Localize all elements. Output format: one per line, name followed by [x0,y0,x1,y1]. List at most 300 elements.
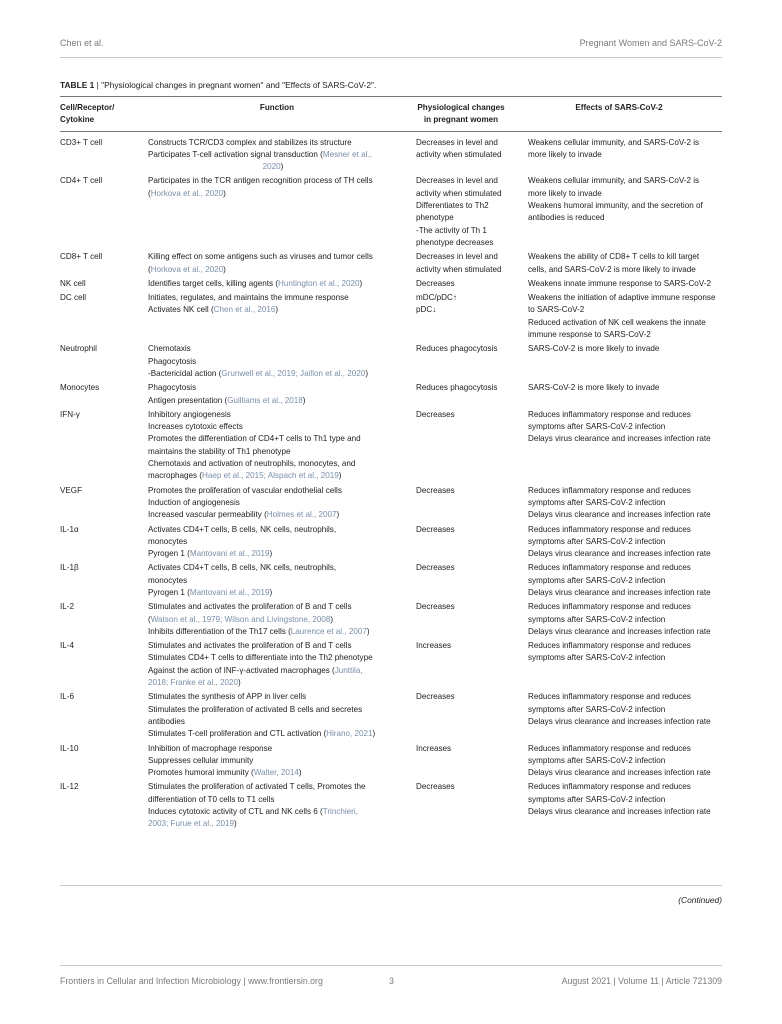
function-tail: ) [338,471,342,481]
effects-line: SARS-CoV-2 is more likely to invade [528,344,660,354]
row-label: VEGF [60,485,83,495]
function-text: Against the action of INF-γ-activated macrophages ( [148,665,335,675]
row-label: CD3+ T cell [60,137,103,147]
cell-name [60,524,148,563]
cell-function [148,485,406,524]
physiological-line: Increases [416,743,452,753]
header-cell-receptor [60,97,148,132]
function-text: Stimulates and activates the proliferation of B and T cells [148,602,352,612]
cell-effects [516,292,722,343]
table-row [60,175,722,251]
cell-effects [516,131,722,175]
function-tail: ) [233,819,237,829]
effects-line: Weakens cellular immunity, and SARS-CoV-2 is [528,176,700,186]
function-line [148,356,398,368]
cell-effects [516,175,722,251]
table-row [60,292,722,343]
header-cell-physiological [406,97,516,132]
physiological-line: Decreases [416,524,455,534]
citation: Horkova et al., 2020 [150,188,224,198]
function-text: -Bactericidal action ( [148,368,222,378]
table-row [60,781,722,832]
cell-effects [516,382,722,409]
cell-function [148,251,406,278]
function-text: Pyrogen 1 ( [148,549,190,559]
function-tail: ) [330,614,334,624]
function-text: Inhibitory angiogenesis [148,409,231,419]
effects-line: Delays virus clearance and increases infection rate [528,768,711,778]
function-text: monocytes [148,536,188,546]
function-text: Increased vascular permeability ( [148,510,267,520]
function-line [148,601,398,613]
cell-physiological [406,562,516,601]
physiological-line: Decreases [416,692,455,702]
function-text: Promotes the differentiation of CD4+T cells to Th1 type and [148,434,361,444]
effects-line: Reduces inflammatory response and reduces [528,743,691,753]
function-line [148,251,398,263]
cell-physiological [406,409,516,485]
effects-line: Reduces inflammatory response and reduces [528,602,691,612]
effects-line: Weakens the ability of CD8+ T cells to kill target [528,252,700,262]
table-caption-text: | "Physiological changes in pregnant women" and "Effects of SARS-CoV-2". [94,80,377,90]
citation: 2018; Franke et al., 2020 [148,678,238,688]
cell-name [60,601,148,640]
effects-line: symptoms after SARS-CoV-2 infection [528,653,666,663]
table-row [60,382,722,409]
function-text: maintains the stability of Th1 phenotype [148,446,291,456]
function-text: Killing effect on some antigens such as viruses and tumor cells [148,252,373,262]
cell-function [148,562,406,601]
table-caption-label: TABLE 1 [60,80,95,90]
citation: Horkova et al., 2020 [150,264,224,274]
function-line [148,421,398,433]
function-line [148,278,398,290]
function-line [148,587,398,599]
function-line [148,343,398,355]
citation: Haep et al., 2015; Alspach et al., 2019 [202,471,339,481]
footer-rule [60,965,722,966]
function-text: Inhibition of macrophage response [148,743,273,753]
function-line [148,755,398,767]
function-line [148,665,398,677]
effects-line: symptoms after SARS-CoV-2 infection [528,755,666,765]
function-line [148,458,398,470]
row-label: IL-1α [60,524,79,534]
effects-line: Reduced activation of NK cell weakens the innate [528,317,706,327]
physiological-line: pDC↓ [416,305,437,315]
function-text: Stimulates T-cell proliferation and CTL activation ( [148,729,327,739]
effects-line: Reduces inflammatory response and reduces [528,692,691,702]
effects-line: SARS-CoV-2 is more likely to invade [528,383,660,393]
row-label: IL-2 [60,602,74,612]
row-label: IL-10 [60,743,79,753]
cell-effects [516,524,722,563]
cell-function [148,175,406,251]
cell-physiological [406,691,516,742]
physiological-line: Reduces phagocytosis [416,344,498,354]
function-line [148,409,398,421]
cell-physiological [406,781,516,832]
table-row [60,743,722,782]
physiological-line: activity when stimulated [416,188,502,198]
table-row [60,343,722,382]
cell-physiological [406,382,516,409]
citation: Hirano, 2021 [326,729,373,739]
function-line [148,743,398,755]
table-caption [60,80,722,90]
function-line [148,728,398,740]
cell-physiological [406,343,516,382]
function-text: Suppresses cellular immunity [148,755,254,765]
function-line [148,640,398,652]
table-row [60,562,722,601]
function-line [148,188,398,200]
function-text: Inhibits differentiation of the Th17 cells ( [148,626,291,636]
cell-name [60,251,148,278]
function-text: Antigen presentation ( [148,395,228,405]
cell-physiological [406,601,516,640]
cell-physiological [406,485,516,524]
function-line [148,626,398,638]
header-short-title: Pregnant Women and SARS-CoV-2 [579,38,722,48]
effects-line: Reduces inflammatory response and reduces [528,485,691,495]
header-cell-effects [516,97,722,132]
row-label: IL-1β [60,563,79,573]
cell-effects [516,251,722,278]
function-line [148,137,398,149]
cell-name [60,131,148,175]
function-tail: ) [366,626,370,636]
table-row [60,278,722,292]
cell-function [148,343,406,382]
effects-line: Weakens the initiation of adaptive immune response [528,293,716,303]
effects-line: Reduces inflammatory response and reduces [528,524,691,534]
physiological-line: Differentiates to Th2 [416,201,489,211]
effects-line: more likely to invade [528,188,602,198]
citation: Trinchieri, [322,807,358,817]
function-text: Increases cytotoxic effects [148,422,243,432]
function-line [148,149,398,161]
table-row [60,601,722,640]
cell-function [148,691,406,742]
physiological-line: Increases [416,641,452,651]
physiological-line: Decreases [416,278,455,288]
table-row [60,640,722,691]
function-line [148,175,398,187]
footer-issue: August 2021 | Volume 11 | Article 721309 [561,976,722,986]
physiological-line: -The activity of Th 1 [416,225,487,235]
function-text: Stimulates the proliferation of activated T cells, Promotes the [148,782,366,792]
row-label: IL-6 [60,692,74,702]
function-line [148,767,398,779]
function-line [148,548,398,560]
row-label: IL-12 [60,782,79,792]
cell-name [60,781,148,832]
function-tail: ) [302,395,306,405]
effects-line: Weakens humoral immunity, and the secretion of [528,201,703,211]
function-text: macrophages ( [148,471,202,481]
cell-name [60,409,148,485]
function-tail: ) [223,188,226,198]
cell-function [148,601,406,640]
function-text: Stimulates and activates the proliferation of B and T cells [148,641,352,651]
cell-name [60,382,148,409]
function-text: Promotes humoral immunity ( [148,768,254,778]
effects-line: Delays virus clearance and increases infection rate [528,510,711,520]
table-bottom-rule [60,885,722,886]
cell-physiological [406,640,516,691]
cell-function [148,382,406,409]
cell-name [60,485,148,524]
physiological-line: Decreases [416,602,455,612]
header-line: in pregnant women [423,115,499,125]
function-line [148,575,398,587]
table-row [60,251,722,278]
cell-physiological [406,524,516,563]
cell-physiological [406,131,516,175]
row-label: Monocytes [60,383,100,393]
physiological-line: Decreases [416,485,455,495]
cell-name [60,562,148,601]
function-tail: ) [336,510,340,520]
table-row [60,691,722,742]
table-row [60,131,722,175]
effects-line: Delays virus clearance and increases infection rate [528,807,711,817]
row-label: IFN-γ [60,409,80,419]
citation: Holmes et al., 2007 [266,510,337,520]
effects-line: symptoms after SARS-CoV-2 infection [528,704,666,714]
cell-function [148,781,406,832]
row-label: Neutrophil [60,344,97,354]
function-line [148,395,398,407]
cell-effects [516,562,722,601]
function-text: Stimulates the synthesis of APP in liver cells [148,692,307,702]
function-line [148,470,398,482]
function-tail: ) [275,305,279,315]
cell-name [60,743,148,782]
function-line [148,652,398,664]
cell-effects [516,601,722,640]
cell-name [60,691,148,742]
function-text: monocytes [148,575,188,585]
effects-line: cells, and SARS-CoV-2 is more likely to invade [528,264,696,274]
function-line [148,382,398,394]
effects-line: symptoms after SARS-CoV-2 infection [528,422,666,432]
citation: 2003; Furue et al., 2019 [148,819,234,829]
header-line: Function [259,103,295,112]
row-label: CD4+ T cell [60,176,103,186]
function-line [148,794,398,806]
physiological-line: phenotype [416,213,454,223]
physiological-line: Decreases [416,563,455,573]
function-text: Promotes the proliferation of vascular endothelial cells [148,485,342,495]
function-line [148,691,398,703]
function-text: Phagocytosis [148,356,197,366]
table-row [60,409,722,485]
header-cell-function [148,97,406,132]
cell-function [148,278,406,292]
function-line [148,614,398,626]
function-text: Participates in the TCR antigen recognition process of TH cells [148,176,373,186]
row-label: DC cell [60,293,87,303]
effects-line: Delays virus clearance and increases infection rate [528,626,711,636]
effects-line: symptoms after SARS-CoV-2 infection [528,794,666,804]
citation: Walter, 2014 [253,768,299,778]
cell-function [148,743,406,782]
function-text: Induction of angiogenesis [148,497,240,507]
physiological-line: Decreases [416,409,455,419]
function-text: antibodies [148,716,185,726]
effects-line: Delays virus clearance and increases infection rate [528,549,711,559]
cell-effects [516,691,722,742]
continued-note: (Continued) [678,895,722,905]
cell-function [148,524,406,563]
cell-function [148,292,406,343]
citation: Junttila, [334,665,363,675]
effects-line: to SARS-CoV-2 [528,305,585,315]
function-line [148,433,398,445]
function-tail: ) [238,678,241,688]
physiological-line: Decreases [416,782,455,792]
citation: 2020 [262,162,281,172]
citation: Laurence et al., 2007 [290,626,367,636]
effects-line: Reduces inflammatory response and reduces [528,409,691,419]
function-line [148,446,398,458]
cell-function [148,131,406,175]
running-header [60,38,722,52]
function-tail: ) [365,368,369,378]
function-line [148,716,398,728]
function-line [148,536,398,548]
function-text: Activates NK cell ( [148,305,214,315]
function-line [148,781,398,793]
cell-name [60,292,148,343]
function-tail: ) [372,729,376,739]
function-text: differentiation of T0 cells to T1 cells [148,794,275,804]
effects-line: symptoms after SARS-CoV-2 infection [528,575,666,585]
function-line [148,292,398,304]
header-rule [60,57,722,58]
function-text: Chemotaxis and activation of neutrophils, monocytes, and [148,459,356,469]
function-tail: ) [223,264,226,274]
row-label: IL-4 [60,641,74,651]
citation: Watson et al., 1979; Wilson and Livingstone, 2008 [150,614,331,624]
cell-effects [516,781,722,832]
citation: Guilliams et al., 2018 [227,395,303,405]
header-line: Physiological changes [417,103,505,112]
cell-effects [516,743,722,782]
function-line [148,677,398,689]
cell-effects [516,343,722,382]
cell-physiological [406,251,516,278]
effects-line: immune response to SARS-CoV-2 [528,330,651,340]
cell-physiological [406,292,516,343]
effects-line: symptoms after SARS-CoV-2 infection [528,497,666,507]
effects-line: symptoms after SARS-CoV-2 infection [528,536,666,546]
header-line: Cell/Receptor/ [60,103,115,112]
function-text: Identifies target cells, killing agents ( [148,278,279,288]
function-text: Phagocytosis [148,383,197,393]
function-tail: ) [280,162,284,172]
function-line [148,304,398,316]
cell-effects [516,409,722,485]
citation: Mantovani et al., 2019 [189,549,270,559]
cell-physiological [406,743,516,782]
table-row [60,524,722,563]
function-text: Initiates, regulates, and maintains the immune response [148,293,349,303]
physiological-line: Reduces phagocytosis [416,383,498,393]
header-line: Cytokine [60,115,95,125]
function-line [148,497,398,509]
function-text: ( [148,188,151,198]
physiological-line: Decreases in level and [416,137,498,147]
function-tail: ) [359,278,363,288]
function-line [148,806,398,818]
function-line [148,524,398,536]
cell-effects [516,640,722,691]
cell-name [60,343,148,382]
physiological-line: mDC/pDC↑ [416,293,457,303]
function-line [148,704,398,716]
function-line [148,161,398,173]
function-tail: ) [269,587,273,597]
function-text: Pyrogen 1 ( [148,587,190,597]
cell-function [148,409,406,485]
effects-line: Delays virus clearance and increases infection rate [528,587,711,597]
citation: Mantovani et al., 2019 [189,587,270,597]
page-number: 3 [389,976,394,986]
function-line [148,485,398,497]
function-text: ( [148,614,151,624]
physiological-line: phenotype decreases [416,237,494,247]
row-label: NK cell [60,278,86,288]
cell-physiological [406,278,516,292]
effects-line: Delays virus clearance and increases infection rate [528,434,711,444]
effects-line: Reduces inflammatory response and reduces [528,641,691,651]
cell-effects [516,485,722,524]
table-body [60,131,722,833]
physiological-line: activity when stimulated [416,264,502,274]
citation: Huntington et al., 2020 [278,278,360,288]
function-text: Induces cytotoxic activity of CTL and NK cells 6 ( [148,807,323,817]
table-header-row [60,97,722,132]
effects-line: antibodies is reduced [528,213,605,223]
citation: Grunwell et al., 2019; Jaillon et al., 2020 [221,368,366,378]
effects-line: Reduces inflammatory response and reduces [528,563,691,573]
effects-line: more likely to invade [528,149,602,159]
row-label: CD8+ T cell [60,252,103,262]
function-line [148,509,398,521]
effects-line: Weakens cellular immunity, and SARS-CoV-2 is [528,137,700,147]
cell-function [148,640,406,691]
cell-name [60,175,148,251]
function-line [148,264,398,276]
header-authors: Chen et al. [60,38,104,48]
physiological-line: activity when stimulated [416,149,502,159]
function-text: Activates CD4+T cells, B cells, NK cells, neutrophils, [148,524,337,534]
physiological-line: Decreases in level and [416,252,498,262]
function-text: ( [148,264,151,274]
cell-name [60,278,148,292]
function-line [148,562,398,574]
function-text: Participates T-cell activation signal transduction ( [148,149,323,159]
function-text: Chemotaxis [148,344,191,354]
physiological-line: Decreases in level and [416,176,498,186]
table-row [60,485,722,524]
function-text: Activates CD4+T cells, B cells, NK cells, neutrophils, [148,563,337,573]
function-text: Stimulates the proliferation of activated B cells and secretes [148,704,363,714]
function-line [148,368,398,380]
